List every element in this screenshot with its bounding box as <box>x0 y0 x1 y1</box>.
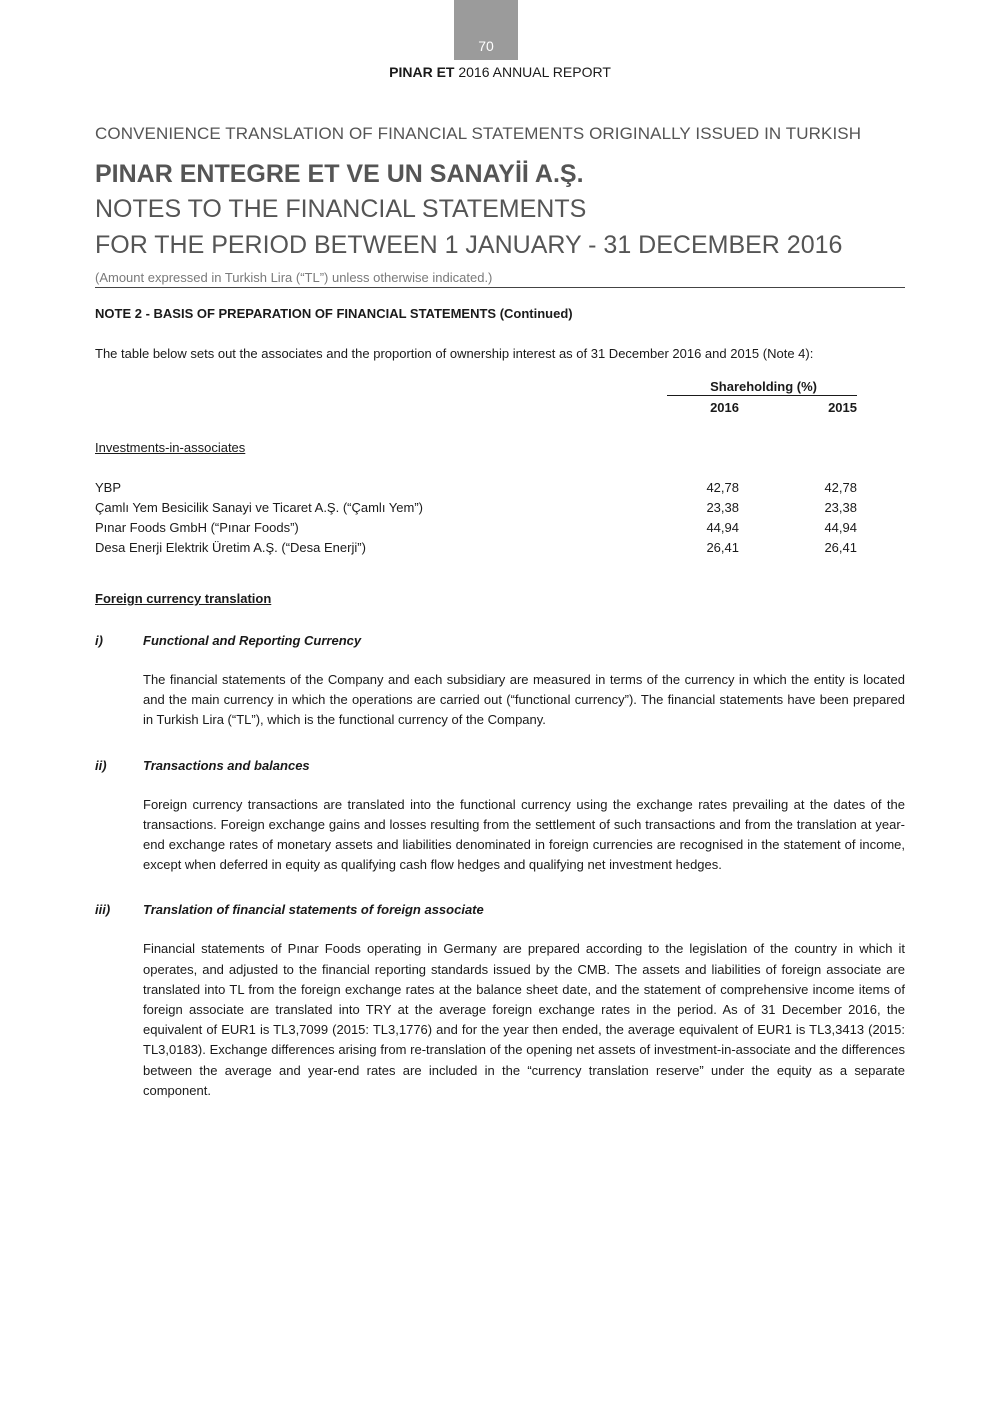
share-2015: 44,94 <box>824 520 857 535</box>
amount-note: (Amount expressed in Turkish Lira (“TL”) unless otherwise indicated.) <box>95 270 905 288</box>
period-title: FOR THE PERIOD BETWEEN 1 JANUARY - 31 DECEMBER 2016 <box>95 231 843 259</box>
table-row <box>95 520 857 540</box>
section-number: i) <box>95 633 103 648</box>
page-number: 70 <box>478 38 494 54</box>
section-paragraph: The financial statements of the Company and each subsidiary are measured in terms of the currency in which the entity is located and the main currency in which the operations are carried out (“functional currency”). The financial statements have been prepared in Turkish Lira (“TL”), which is the functional currency of the Company. <box>143 672 905 728</box>
section-title: Transactions and balances <box>143 757 310 773</box>
section-heading-transactions <box>95 758 905 774</box>
document-header <box>95 124 905 288</box>
associate-name: Çamlı Yem Besicilik Sanayi ve Ticaret A.Ş. (“Çamlı Yem”) <box>95 500 424 515</box>
section-number: ii) <box>95 757 107 773</box>
associate-name: Desa Enerji Elektrik Üretim A.Ş. (“Desa Enerji”) <box>95 540 366 555</box>
convenience-translation-line: CONVENIENCE TRANSLATION OF FINANCIAL STATEMENTS ORIGINALLY ISSUED IN TURKISH <box>95 124 862 143</box>
associate-name: YBP <box>95 480 122 495</box>
page-number-tab <box>454 0 518 60</box>
section-number: iii) <box>95 902 111 918</box>
shareholding-table <box>95 379 905 569</box>
share-2015: 26,41 <box>824 540 857 555</box>
investments-section-label: Investments-in-associates <box>95 440 246 455</box>
document-body <box>95 306 905 1101</box>
share-2016: 23,38 <box>706 500 739 515</box>
note-heading: NOTE 2 - BASIS OF PREPARATION OF FINANCIAL STATEMENTS (Continued) <box>95 306 573 321</box>
foreign-currency-heading: Foreign currency translation <box>95 591 272 606</box>
notes-title: NOTES TO THE FINANCIAL STATEMENTS <box>95 195 587 223</box>
share-2015: 42,78 <box>824 480 857 495</box>
report-brand: PINAR ET <box>389 64 455 80</box>
table-row <box>95 540 857 560</box>
share-2016: 44,94 <box>706 520 739 535</box>
associate-name: Pınar Foods GmbH (“Pınar Foods”) <box>95 520 299 535</box>
share-2016: 42,78 <box>706 480 739 495</box>
section-title: Translation of financial statements of foreign associate <box>143 902 484 918</box>
report-title <box>0 64 1000 80</box>
section-paragraph: Financial statements of Pınar Foods operating in Germany are prepared according to the legislation of the country in which it operates, and adjusted to the financial reporting standards issued by the CMB. The assets and liabilities of foreign associate are translated into TL from the foreign exchange rates at the balance sheet date, and the statement of comprehensive income items of foreign associate are translated into TRY at the average foreign exchange rates in the period. As of 31 December 2016, the equivalent of EUR1 is TL3,7099 (2015: TL3,1776) and for the year then ended, the average equivalent of EUR1 is TL3,3413 (2015: TL3,0183). Exchange differences arising from re-translation of the opening net assets of investment-in-associate and the differences between the average and year-end rates are included in the “currency translation reserve” under the equity as a separate component. <box>143 941 905 1098</box>
section-heading-functional-currency <box>95 633 905 649</box>
section-title: Functional and Reporting Currency <box>143 633 362 648</box>
report-title-text: 2016 ANNUAL REPORT <box>454 64 611 80</box>
note-intro: The table below sets out the associates and the proportion of ownership interest as of 31 December 2016 and 2015 (Note 4): <box>95 346 814 361</box>
column-header-2016: 2016 <box>710 400 739 415</box>
share-2016: 26,41 <box>706 540 739 555</box>
section-paragraph: Foreign currency transactions are translated into the functional currency using the exchange rates prevailing at the dates of the transactions. Foreign exchange gains and losses resulting from the settlement of such transactions and from the translation at year-end exchange rates of monetary assets and liabilities denominated in foreign currencies are recognised in the statement of income, except when deferred in equity as qualifying cash flow hedges and qualifying net investment hedges. <box>143 796 905 873</box>
shareholding-title: Shareholding (%) <box>667 379 857 396</box>
section-heading-foreign-associate <box>95 902 905 918</box>
column-header-2015: 2015 <box>828 400 857 415</box>
table-row <box>95 480 857 500</box>
table-row <box>95 500 857 520</box>
company-name: PINAR ENTEGRE ET VE UN SANAYİİ A.Ş. <box>95 160 584 188</box>
share-2015: 23,38 <box>824 500 857 515</box>
